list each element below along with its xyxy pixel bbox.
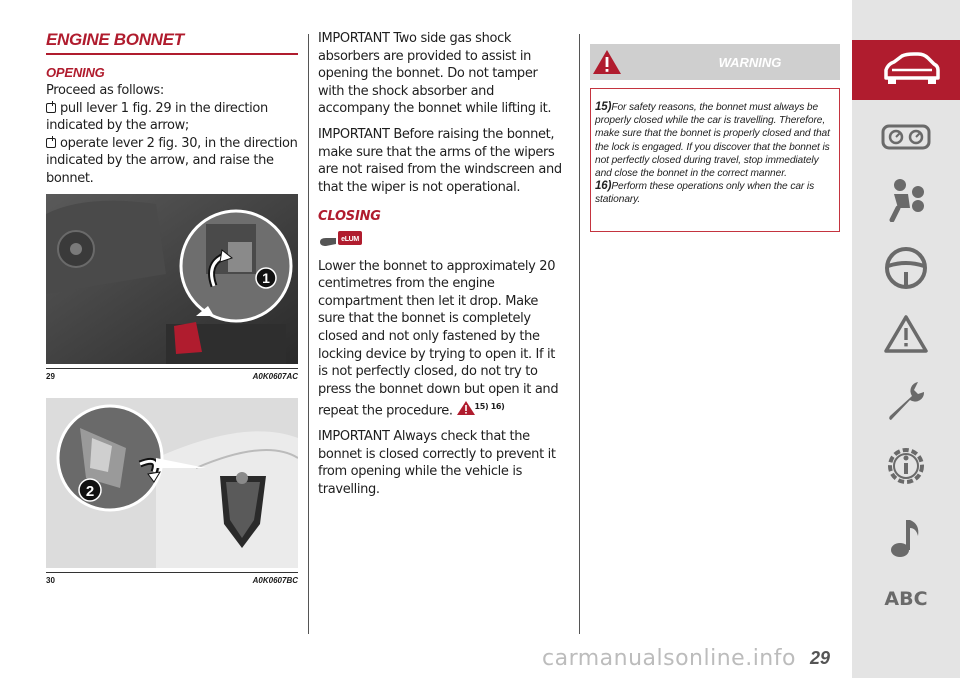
wrench-icon — [884, 378, 928, 422]
figure-29-caption — [46, 368, 298, 381]
warning-item-15-number: 15) — [595, 101, 612, 113]
sidebar-item-technical[interactable] — [852, 442, 960, 490]
figure-30-code: A0K0607BC — [252, 576, 298, 585]
music-note-icon — [886, 516, 926, 560]
closing-heading: CLOSING — [318, 209, 381, 225]
elum-icon — [318, 230, 364, 248]
warning-header — [590, 44, 840, 80]
figure-29-image — [46, 194, 298, 364]
checkbox-bullet-icon — [46, 138, 56, 148]
info-gear-icon — [882, 442, 930, 490]
warning-refs: 15) 16) — [474, 402, 505, 412]
watermark-text: carmanualsonline.info — [542, 646, 796, 671]
figure-30-caption — [46, 572, 298, 585]
page-number: 29 — [809, 648, 830, 668]
opening-body — [46, 82, 298, 188]
elum-badge-text: eLUM — [341, 235, 359, 243]
dashboard-icon — [881, 122, 931, 152]
important-note-3: IMPORTANT Always check that the bonnet is closed correctly to prevent it from opening while the vehicle is travelling. — [318, 429, 556, 497]
warning-item-15-text: For safety reasons, the bonnet must always be properly closed while the car is travelling. Therefore, make sure that the bonnet is properly closed and that the lock is engaged. If you discover that the bonnet is not perfectly closed during travel, stop immediately and close the bonnet in the correct manner. — [595, 102, 830, 180]
lever-2-illustration — [46, 398, 298, 568]
figure-30-callout: 2 — [85, 483, 95, 500]
section-title: ENGINE BONNET — [46, 30, 298, 55]
checkbox-bullet-icon — [46, 103, 56, 113]
column-left — [46, 30, 298, 188]
car-icon — [852, 40, 960, 100]
important-note-2: IMPORTANT Before raising the bonnet, make sure that the arms of the wipers are not raised from the windscreen and that the wiper is not operational. — [318, 126, 562, 195]
warning-item-16-text: Perform these operations only when the car is stationary. — [595, 181, 815, 206]
sidebar-item-dashboard[interactable] — [852, 122, 960, 152]
opening-step-1-text: pull lever 1 fig. 29 in the direction indicated by the arrow; — [46, 100, 268, 134]
opening-heading: OPENING — [46, 65, 105, 80]
steering-wheel-icon — [884, 246, 928, 290]
column-divider-2 — [579, 34, 580, 634]
lever-1-illustration — [46, 194, 298, 364]
sidebar-item-index[interactable]: ABC — [884, 588, 928, 610]
opening-step-2 — [46, 135, 298, 188]
closing-body — [318, 258, 564, 421]
sidebar-item-safety[interactable] — [852, 178, 960, 222]
figure-29-callout: 1 — [262, 270, 270, 286]
warning-panel — [590, 44, 840, 232]
opening-intro: Proceed as follows: — [46, 83, 164, 98]
sidebar-item-warnings[interactable] — [852, 314, 960, 354]
warning-item-15 — [595, 101, 833, 180]
closing-text: Lower the bonnet to approximately 20 centimetres from the engine compartment then let it drop. Make sure that the bonnet is completely closed and not only fastened by the locking device by trying to open it. If it is not perfectly closed, do not try to press the bonnet down but open it and repeat the procedure. — [318, 258, 559, 419]
figure-30-number: 30 — [46, 576, 55, 585]
figure-29-number: 29 — [46, 372, 55, 381]
sidebar-item-multimedia[interactable] — [852, 516, 960, 560]
warning-triangle-icon — [884, 314, 928, 354]
sidebar-item-maintenance[interactable] — [852, 378, 960, 422]
column-divider-1 — [308, 34, 309, 634]
opening-step-1 — [46, 100, 298, 135]
figure-29-code: A0K0607AC — [252, 372, 298, 381]
warning-box — [590, 88, 840, 232]
chapter-sidebar — [852, 0, 960, 678]
figure-30-image — [46, 398, 298, 568]
column-middle — [318, 30, 564, 507]
warning-item-16 — [595, 180, 833, 206]
opening-step-2-text: operate lever 2 fig. 30, in the direction indicated by the arrow, and raise the bonnet. — [46, 135, 298, 186]
elum-icon-row — [318, 230, 564, 254]
warning-item-16-number: 16) — [595, 180, 612, 193]
sidebar-item-steering[interactable] — [852, 246, 960, 290]
sidebar-item-car-active[interactable] — [852, 40, 960, 100]
safety-seat-icon — [884, 178, 928, 222]
warning-title: WARNING — [718, 55, 782, 70]
important-note-1: IMPORTANT Two side gas shock absorbers are provided to assist in opening the bonnet. Do not tamper with the shock absorber and accompany the bonnet while lifting it. — [318, 31, 552, 117]
warning-triangle-icon — [457, 401, 475, 415]
